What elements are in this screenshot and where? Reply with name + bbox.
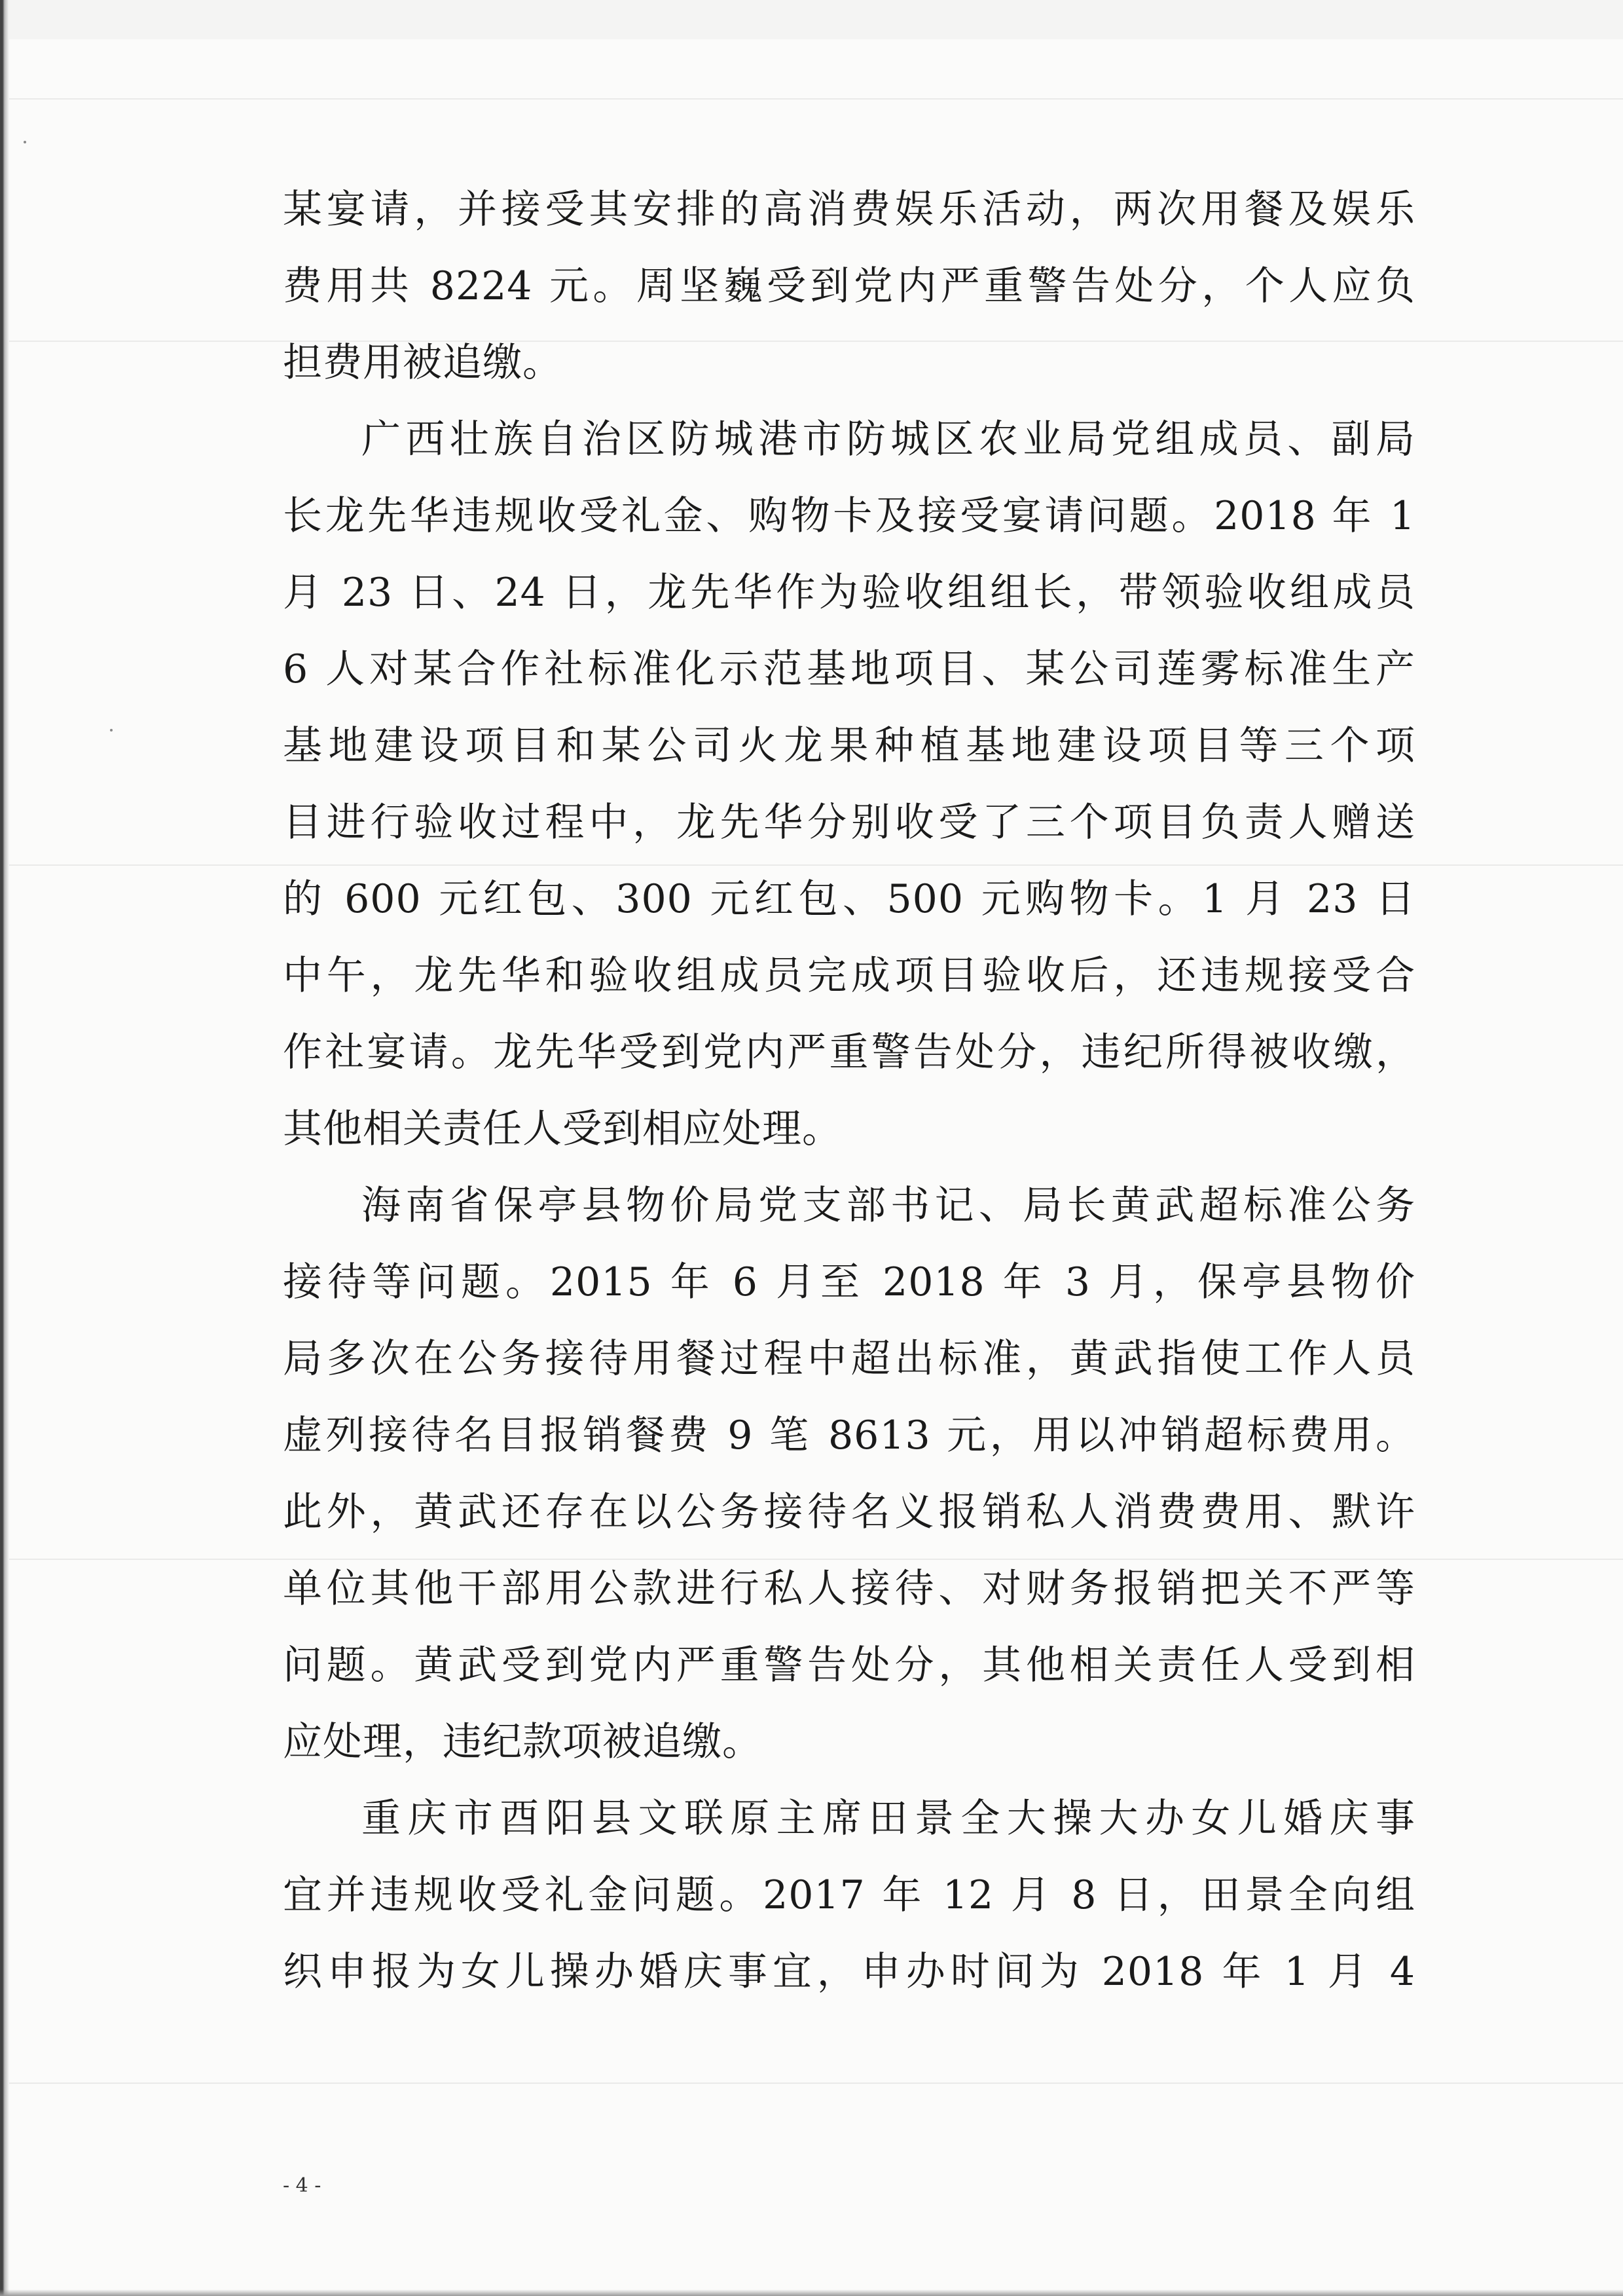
- text-line: 中午，龙先华和验收组成员完成项目验收后，还违规接受合: [283, 953, 1415, 999]
- text-line: 织申报为女儿操办婚庆事宜，申办时间为 2018 年 1 月 4: [283, 1949, 1415, 1995]
- text-line: 担费用被追缴。: [283, 340, 562, 386]
- text-line: 基地建设项目和某公司火龙果种植基地建设项目等三个项: [283, 723, 1415, 769]
- body-text: [283, 172, 1415, 2010]
- scan-edge-left: [0, 0, 9, 2296]
- paragraph-first-line: 海南省保亭县物价局党支部书记、局长黄武超标准公务: [361, 1183, 1415, 1229]
- text-line: 其他相关责任人受到相应处理。: [283, 1106, 842, 1152]
- text-line: 虚列接待名目报销餐费 9 笔 8613 元，用以冲销超标费用。: [283, 1413, 1415, 1458]
- scan-band: [9, 0, 1623, 39]
- paragraph-first-line: 重庆市酉阳县文联原主席田景全大操大办女儿婚庆事: [361, 1796, 1415, 1842]
- text-line: 应处理，违纪款项被追缴。: [283, 1719, 762, 1765]
- text-line: 作社宴请。龙先华受到党内严重警告处分，违纪所得被收缴，: [283, 1029, 1415, 1075]
- text-line: 宜并违规收受礼金问题。2017 年 12 月 8 日，田景全向组: [283, 1872, 1415, 1918]
- text-line: 费用共 8224 元。周坚巍受到党内严重警告处分，个人应负: [283, 263, 1415, 309]
- text-line: 此外，黄武还存在以公务接待名义报销私人消费费用、默许: [283, 1489, 1415, 1535]
- text-line: 局多次在公务接待用餐过程中超出标准，黄武指使工作人员: [283, 1336, 1415, 1382]
- text-line: 接待等问题。2015 年 6 月至 2018 年 3 月，保亭县物价: [283, 1259, 1415, 1305]
- text-line: 长龙先华违规收受礼金、购物卡及接受宴请问题。2018 年 1: [283, 493, 1415, 539]
- text-line: 月 23 日、24 日，龙先华作为验收组组长，带领验收组成员: [283, 570, 1415, 616]
- page-number: - 4 -: [283, 2174, 321, 2197]
- text-line: 目进行验收过程中，龙先华分别收受了三个项目负责人赠送: [283, 800, 1415, 845]
- text-line: 某宴请，并接受其安排的高消费娱乐活动，两次用餐及娱乐: [283, 187, 1415, 232]
- scan-line: [9, 98, 1623, 100]
- scan-edge-bottom: [0, 2289, 1623, 2296]
- text-line: 6 人对某合作社标准化示范基地项目、某公司莲雾标准生产: [283, 646, 1415, 692]
- scan-speck: [110, 729, 113, 731]
- paragraph-first-line: 广西壮族自治区防城港市防城区农业局党组成员、副局: [361, 417, 1415, 462]
- text-line: 单位其他干部用公款进行私人接待、对财务报销把关不严等: [283, 1566, 1415, 1612]
- scan-speck: [24, 141, 26, 143]
- text-line: 问题。黄武受到党内严重警告处分，其他相关责任人受到相: [283, 1642, 1415, 1688]
- scan-line: [9, 2083, 1623, 2084]
- text-line: 的 600 元红包、300 元红包、500 元购物卡。1 月 23 日: [283, 876, 1415, 922]
